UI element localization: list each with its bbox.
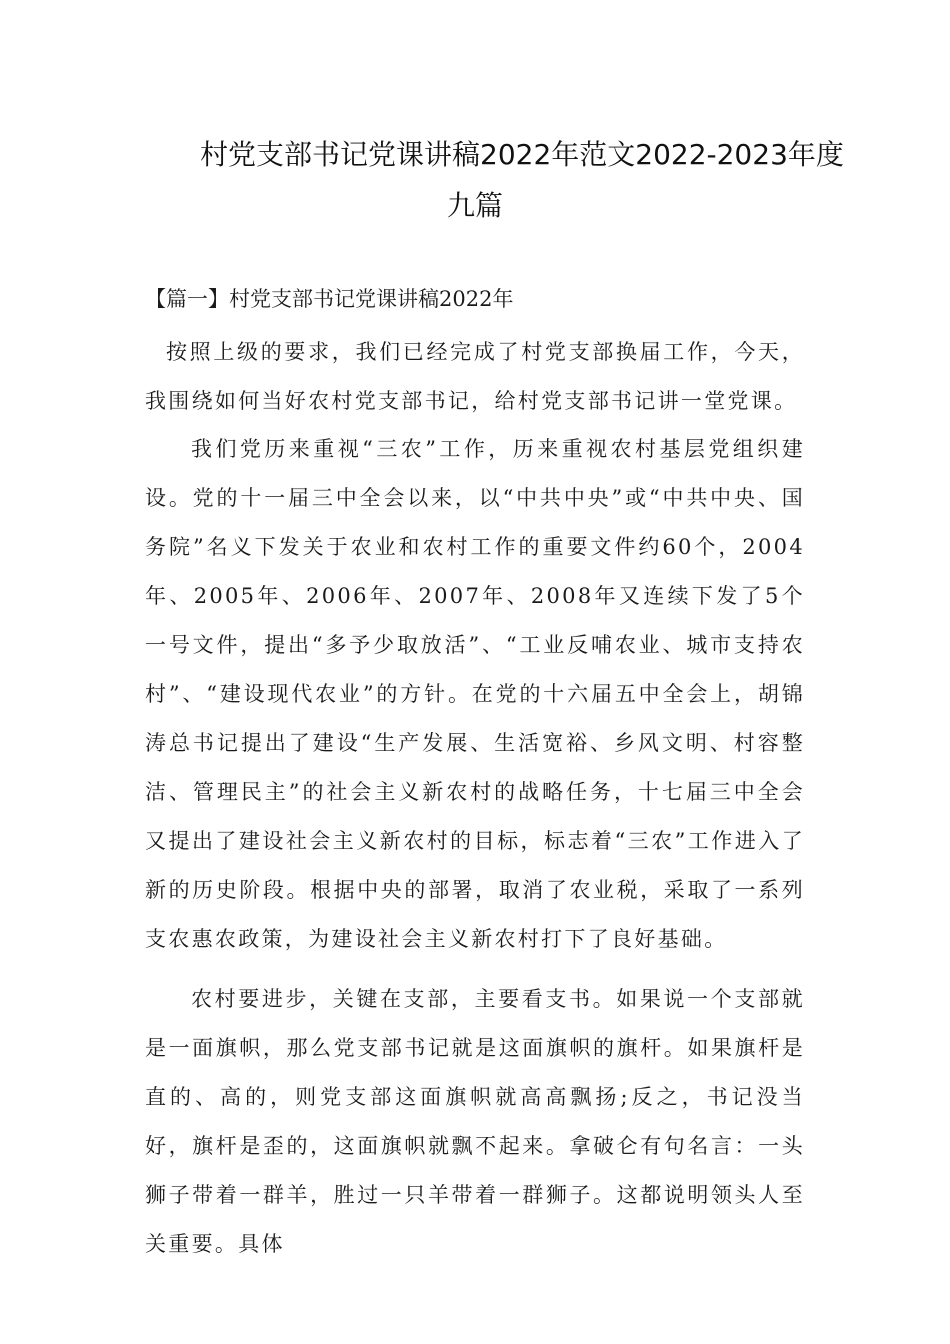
paragraph-1: 按照上级的要求，我们已经完成了村党支部换届工作，今天，我围绕如何当好农村党支部书记，给村党支部书记讲一堂党课。 — [145, 340, 805, 413]
section-heading: 【篇一】村党支部书记党课讲稿2022年 — [145, 287, 514, 311]
paragraph-2: 我们党历来重视“三农”工作，历来重视农村基层党组织建设。党的十一届三中全会以来，以“中共中央”或“中共中央、国务院”名义下发关于农业和农村工作的重要文件约60个，2004年、2005年、2006年、2007年、2008年又连续下发了5个一号文件，提出“多予少取放活”、“工业反哺农业、城市支持农村”、“建设现代农业”的方针。在党的十六届五中全会上，胡锦涛总书记提出了建设“生产发展、生活宽裕、乡风文明、村容整洁、管理民主”的社会主义新农村的战略任务，十七届三中全会又提出了建设社会主义新农村的目标，标志着“三农”工作进入了新的历史阶段。根据中央的部署，取消了农业税，采取了一系列支农惠农政策，为建设社会主义新农村打下了良好基础。 — [145, 437, 805, 951]
document-title-line-2: 九篇 — [446, 189, 503, 222]
document-title-line-1: 村党支部书记党课讲稿2022年范文2022-2023年度 — [200, 138, 844, 171]
paragraph-3: 农村要进步，关键在支部，主要看支书。如果说一个支部就是一面旗帜，那么党支部书记就是这面旗帜的旗杆。如果旗杆是直的、高的，则党支部这面旗帜就高高飘扬;反之，书记没当好，旗杆是歪的，这面旗帜就飘不起来。拿破仑有句名言：一头狮子带着一群羊，胜过一只羊带着一群狮子。这都说明领头人至关重要。具体 — [145, 987, 805, 1256]
